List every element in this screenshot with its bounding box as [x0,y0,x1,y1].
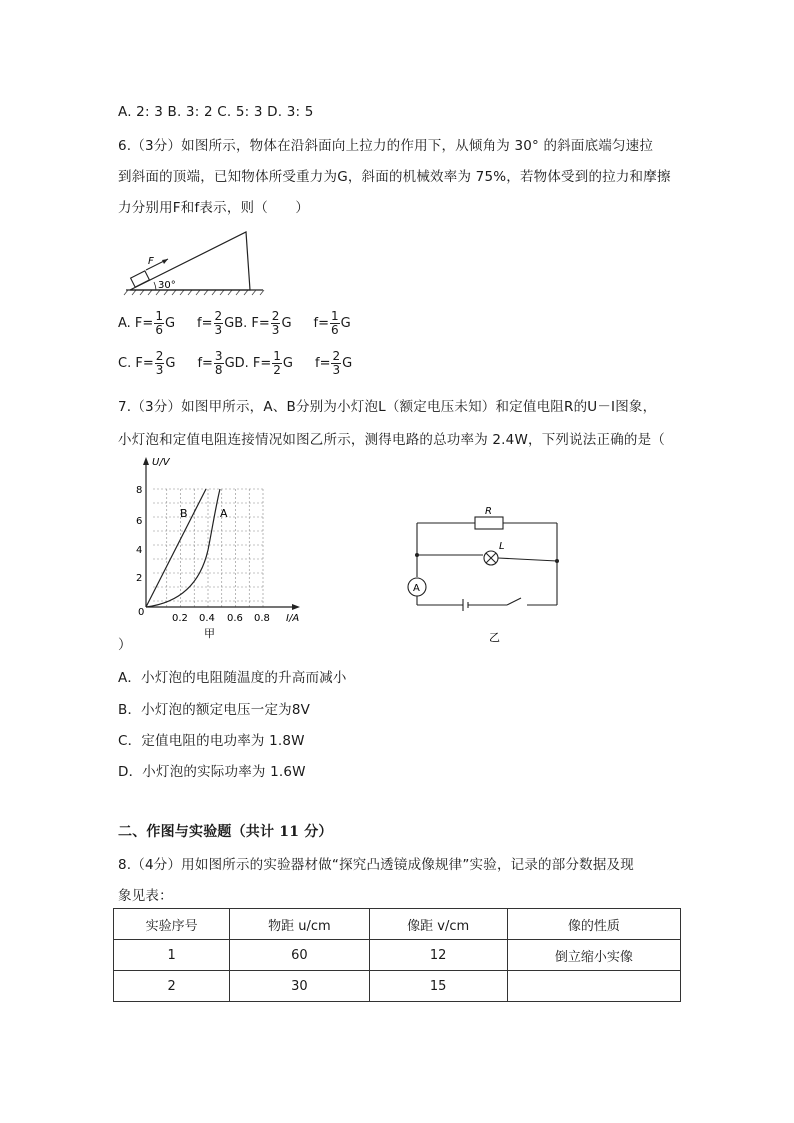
block [131,271,150,287]
fraction: $\frac{1}{6}$ [331,309,339,337]
q7-text-line2: 小灯泡和定值电阻连接情况如图乙所示，测得电路的总功率为 2.4W，下列说法正确的是（ [118,432,666,448]
table-cell: 30 [230,971,369,1002]
q7-option-c: C．定值电阻的电功率为 1.8W [118,733,305,749]
q8-text-line1: 8.（4分）用如图所示的实验器材做“探究凸透镜成像规律”实验，记录的部分数据及现 [118,857,634,873]
table-cell: 15 [369,971,507,1002]
table-cell: 12 [369,940,507,971]
ground-hatch [124,290,264,295]
y-tick: 8 [136,485,143,496]
graph-caption: 甲 [204,627,215,640]
fraction: $\frac{1}{6}$ [155,309,163,337]
q7-option-a: A．小灯泡的电阻随温度的升高而减小 [118,670,347,686]
circuit-diagram [405,505,575,645]
incline-figure [118,226,268,296]
table-header-cell: 实验序号 [114,909,230,940]
q7-text-line1: 7.（3分）如图甲所示，A、B分别为小灯泡L（额定电压未知）和定值电阻R的U－I图象， [118,399,657,415]
table-row [114,971,681,1002]
q7-option-d: D．小灯泡的实际功率为 1.6W [118,764,306,780]
q6-options-ab: A. F= $\frac{1}{6}$ G f= $\frac{2}{3}$ GB. F= $\frac{2}{3}$ G f= $\frac{1}{6}$ G [118,309,351,337]
y-axis-label: U/V [152,457,170,468]
x-tick: 0.6 [227,613,243,624]
table-cell: 1 [114,940,230,971]
resistor-label: R [485,506,492,517]
q6-text-line2: 到斜面的顶端，已知物体所受重力为G，斜面的机械效率为 75%，若物体受到的拉力和摩擦 [118,169,671,185]
table-cell: 倒立缩小实像 [507,940,680,971]
x-tick: 0.2 [172,613,188,624]
x-tick: 0.8 [254,613,270,624]
angle-label: 30° [158,280,176,291]
curve-b-line [146,489,206,607]
switch [507,598,521,605]
curve-a-label: A [220,507,228,520]
lamp-label: L [499,541,505,552]
q8-text-line2: 象见表： [118,888,173,904]
resistor [475,517,503,529]
table-header-cell: 像距 v/cm [369,909,507,940]
q7-text-line3: ） [118,637,132,653]
fraction: $\frac{3}{8}$ [214,349,223,377]
fraction: $\frac{2}{3}$ [214,309,223,337]
table-header-cell: 物距 u/cm [230,909,369,940]
q6-text-line1: 6.（3分）如图所示，物体在沿斜面向上拉力的作用下，从倾角为 30° 的斜面底端匀速拉 [118,138,654,154]
table-row [114,940,681,971]
force-label: F [148,256,154,267]
origin-label: 0 [138,607,145,618]
y-tick: 4 [136,545,143,556]
fraction: $\frac{2}{3}$ [332,349,341,377]
x-axis-label: I/A [286,613,300,624]
q6-text-line3: 力分别用F和f表示，则（ ） [118,200,310,216]
table-cell [507,971,680,1002]
ui-graph [128,455,308,645]
table-cell: 2 [114,971,230,1002]
section-heading: 二、作图与实验题（共计 11 分） [118,824,333,840]
fraction: $\frac{2}{3}$ [155,349,164,377]
x-tick: 0.4 [199,613,215,624]
y-tick: 2 [136,573,143,584]
fraction: $\frac{1}{2}$ [273,349,281,377]
ammeter-label: A [413,583,420,594]
q6-options-cd: C. F= $\frac{2}{3}$ G f= $\frac{3}{8}$ GD. F= $\frac{1}{2}$ G f= $\frac{2}{3}$ G [118,349,353,377]
curve-b-label: B [180,507,188,520]
data-table [113,908,681,1002]
circuit-caption: 乙 [489,631,500,644]
table-header-row [114,909,681,940]
q7-option-b: B．小灯泡的额定电压一定为8V [118,702,311,718]
y-tick: 6 [136,516,143,527]
fraction: $\frac{2}{3}$ [271,309,280,337]
table-header-cell: 像的性质 [507,909,680,940]
q5-options: A. 2: 3 B. 3: 2 C. 5: 3 D. 3: 5 [118,104,314,120]
table-cell: 60 [230,940,369,971]
